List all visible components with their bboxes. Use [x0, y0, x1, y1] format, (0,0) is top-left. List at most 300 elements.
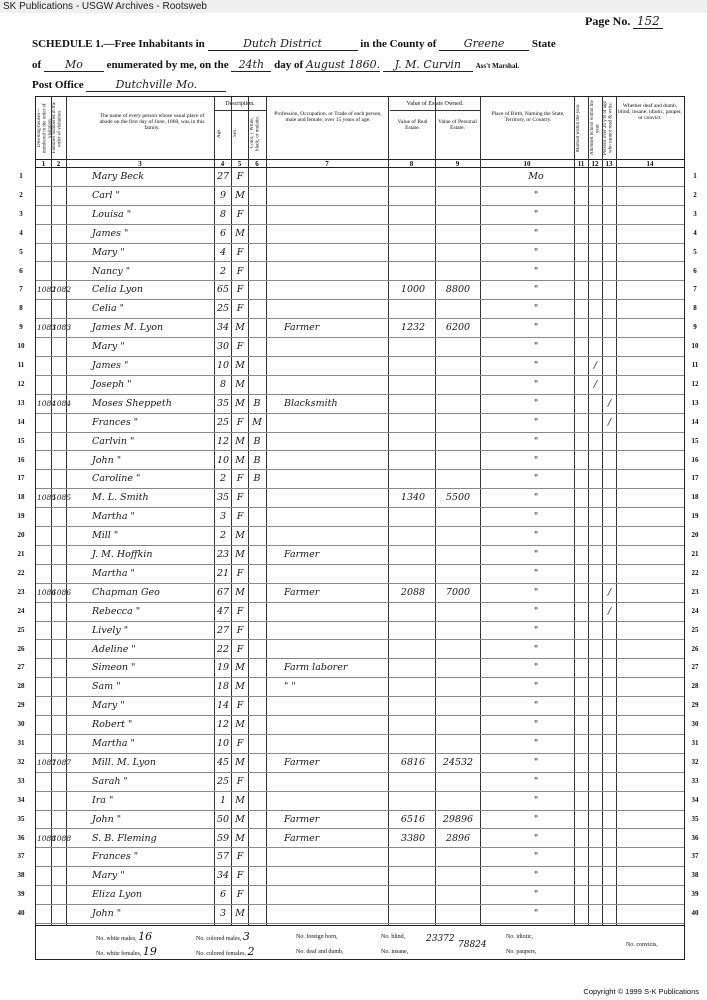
school-mark: /: [593, 360, 598, 371]
total-personal-value: 78824: [458, 940, 487, 950]
sex-value: F: [236, 492, 244, 504]
county-label: in the County of: [360, 38, 437, 50]
family-number: [52, 622, 66, 641]
cannot-read-mark: [603, 168, 616, 187]
sex-value: M: [235, 756, 245, 768]
person-name: J. M. Hoffkin: [92, 549, 153, 560]
deaf-dumb: No. deaf and dumb,: [296, 949, 344, 955]
cannot-read-mark: [603, 357, 616, 376]
row-number-right: 14: [691, 417, 699, 426]
school-mark: [589, 905, 602, 924]
sex-value: M: [235, 378, 245, 390]
dwelling-number: [37, 357, 51, 376]
table-row: [36, 319, 684, 338]
family-number: [52, 867, 66, 886]
table-row: [36, 244, 684, 263]
person-name: Mary ": [92, 341, 125, 353]
person-name: S. B. Fleming: [92, 832, 157, 844]
married-mark: [575, 603, 588, 622]
family-number: [52, 263, 66, 282]
color-value: [249, 300, 265, 319]
dwelling-number: [37, 811, 51, 830]
dwelling-number: [37, 187, 51, 206]
personal-estate-value: [437, 263, 479, 282]
school-mark: [589, 281, 602, 300]
occupation-value: Farmer: [284, 586, 320, 598]
personal-estate-value: [437, 546, 479, 565]
district-value: Dutch District: [208, 37, 358, 51]
day-label: day of: [274, 59, 304, 71]
personal-estate-value: [437, 641, 479, 660]
personal-estate-value: 2896: [445, 832, 471, 844]
row-number-right: 8: [693, 304, 697, 313]
column-number-8: 8: [388, 159, 435, 168]
dwelling-number: 1085: [37, 493, 57, 503]
school-mark: [589, 622, 602, 641]
married-mark: [575, 811, 588, 830]
row-number-left: 37: [17, 852, 25, 861]
row-number-right: 37: [691, 852, 699, 861]
total-real-estate: [426, 934, 455, 944]
occupation-value: [284, 244, 388, 263]
col-header-5: Sex.: [233, 128, 238, 138]
row-number-right: 35: [691, 814, 699, 823]
person-name: Nancy ": [92, 265, 131, 277]
birthplace-value: ": [533, 341, 539, 353]
table-row: [36, 773, 684, 792]
dwelling-number: 1086: [37, 587, 57, 597]
color-value: B: [253, 454, 261, 466]
occupation-value: Farmer: [284, 549, 320, 560]
age-value: 4: [219, 246, 227, 258]
birthplace-value: ": [533, 567, 539, 579]
row-number-left: 35: [17, 814, 25, 823]
age-value: 25: [216, 416, 230, 428]
occupation-value: [284, 414, 388, 433]
birthplace-value: ": [533, 832, 539, 844]
dwelling-number: [37, 470, 51, 489]
sex-value: M: [235, 435, 245, 447]
personal-estate-value: [437, 848, 479, 867]
table-row: [36, 206, 684, 225]
row-number-right: 26: [691, 644, 699, 653]
occupation-value: [284, 697, 388, 716]
row-number-left: 32: [17, 757, 25, 766]
colored-females: [196, 945, 254, 958]
occupation-value: [284, 470, 388, 489]
school-mark: [589, 546, 602, 565]
table-row: [36, 357, 684, 376]
birthplace-value: ": [533, 530, 539, 542]
row-number-left: 3: [19, 209, 23, 218]
dwelling-number: [37, 244, 51, 263]
personal-estate-value: [437, 414, 479, 433]
age-value: 35: [216, 397, 230, 409]
birthplace-value: ": [533, 662, 539, 674]
birthplace-value: ": [533, 246, 539, 258]
cannot-read-mark: [603, 338, 616, 357]
school-mark: [589, 754, 602, 773]
month-year-value: August 1860.: [305, 58, 381, 71]
real-estate-value: [392, 452, 434, 471]
married-mark: [575, 338, 588, 357]
table-row: [36, 811, 684, 830]
birthplace-value: ": [533, 208, 539, 220]
birthplace-value: ": [533, 870, 539, 882]
foreign-born: No. foreign born,: [296, 934, 338, 940]
color-value: B: [253, 435, 261, 447]
person-name: Louisa ": [92, 208, 132, 220]
column-number-9: 9: [435, 159, 480, 168]
cannot-read-mark: /: [607, 416, 612, 428]
birthplace-value: ": [533, 908, 539, 920]
color-value: [249, 584, 265, 603]
sex-value: F: [236, 208, 244, 220]
school-mark: [589, 603, 602, 622]
dwelling-number: [37, 603, 51, 622]
family-number: [52, 565, 66, 584]
column-number-11: 11: [574, 159, 588, 168]
col-header-6: Color, { White, black, or mulatto.: [250, 115, 261, 151]
table-row: [36, 584, 684, 603]
col-header-estate: Value of Estate Owned.: [406, 101, 464, 107]
sex-value: F: [236, 246, 244, 258]
sex-value: M: [235, 586, 245, 598]
school-mark: [589, 244, 602, 263]
person-name: Mary ": [92, 700, 125, 712]
real-estate-value: [392, 470, 434, 489]
family-number: [52, 338, 66, 357]
school-mark: [589, 508, 602, 527]
row-number-left: 19: [17, 512, 25, 521]
real-estate-value: [392, 697, 434, 716]
school-mark: [589, 773, 602, 792]
white-males: [96, 930, 152, 943]
column-number-13: 13: [602, 159, 616, 168]
cannot-read-mark: [603, 773, 616, 792]
sex-value: F: [236, 567, 244, 579]
source-bar: SK Publications - USGW Archives - Rootsweb: [0, 0, 707, 13]
table-row: [36, 470, 684, 489]
color-value: [249, 319, 265, 338]
married-mark: [575, 622, 588, 641]
colored-males-label: No. colored males,: [196, 936, 242, 942]
married-mark: [575, 792, 588, 811]
school-mark: [589, 716, 602, 735]
birthplace-value: ": [533, 227, 539, 239]
married-mark: [575, 319, 588, 338]
real-estate-value: [392, 206, 434, 225]
colored-males-value: 3: [242, 930, 250, 943]
row-number-left: 2: [19, 190, 23, 199]
personal-estate-value: [437, 376, 479, 395]
married-mark: [575, 187, 588, 206]
birthplace-value: ": [533, 454, 539, 466]
row-number-right: 1: [693, 172, 697, 180]
sex-value: F: [236, 738, 244, 749]
cannot-read-mark: [603, 376, 616, 395]
table-row: [36, 300, 684, 319]
personal-estate-value: 7000: [445, 586, 471, 598]
color-value: [249, 848, 265, 867]
row-number-right: 36: [691, 833, 699, 842]
person-name: Eliza Lyon: [92, 889, 143, 901]
cannot-read-mark: [603, 206, 616, 225]
age-value: 34: [216, 322, 230, 334]
sex-value: M: [235, 530, 245, 542]
cannot-read-mark: [603, 508, 616, 527]
color-value: [249, 754, 265, 773]
state-value: Mo: [44, 58, 104, 72]
row-number-left: 25: [17, 625, 25, 634]
age-value: 10: [216, 360, 230, 371]
row-number-left: 22: [17, 568, 25, 577]
col-header-1: Dwelling-houses—numbered in the order of visitation.: [37, 103, 53, 153]
age-value: 8: [219, 378, 227, 390]
personal-estate-value: [437, 470, 479, 489]
age-value: 34: [216, 870, 230, 882]
birthplace-value: ": [533, 624, 539, 636]
birthplace-value: ": [533, 756, 539, 768]
table-row: [36, 489, 684, 508]
occupation-value: [284, 263, 388, 282]
occupation-value: [284, 168, 388, 187]
real-estate-value: [392, 641, 434, 660]
table-row: [36, 168, 684, 187]
family-number: [52, 376, 66, 395]
color-value: [249, 886, 265, 905]
sex-value: F: [236, 870, 244, 882]
col-header-10: Place of Birth, Naming the State, Territory, or Country.: [491, 111, 565, 124]
family-number: [52, 659, 66, 678]
person-name: Mary Beck: [92, 171, 144, 182]
person-name: Chapman Geo: [92, 586, 160, 598]
col-header-9: Value of Personal Estate.: [438, 119, 477, 132]
row-number-left: 31: [17, 739, 25, 747]
occupation-value: [284, 905, 388, 924]
color-value: [249, 527, 265, 546]
table-row: [36, 546, 684, 565]
birthplace-value: ": [533, 586, 539, 598]
school-mark: [589, 565, 602, 584]
row-number-left: 5: [19, 247, 23, 256]
age-value: 35: [216, 492, 230, 504]
school-mark: [589, 206, 602, 225]
personal-estate-value: [437, 206, 479, 225]
column-number-12: 12: [588, 159, 602, 168]
real-estate-value: [392, 508, 434, 527]
page-number-value: 152: [633, 14, 663, 29]
occupation-value: [284, 773, 388, 792]
row-number-left: 26: [17, 644, 25, 653]
colored-males: [196, 930, 250, 943]
paupers: No. paupers,: [506, 949, 537, 955]
person-name: Mill ": [92, 530, 119, 542]
row-number-right: 38: [691, 871, 699, 880]
birthplace-value: ": [533, 189, 539, 201]
person-name: John ": [92, 908, 122, 920]
row-number-right: 19: [691, 512, 699, 521]
sex-value: M: [235, 794, 245, 806]
married-mark: [575, 168, 588, 187]
age-value: 8: [219, 208, 227, 220]
sex-value: F: [236, 889, 244, 901]
cannot-read-mark: /: [607, 605, 612, 617]
family-number: [52, 546, 66, 565]
school-mark: [589, 452, 602, 471]
row-number-right: 32: [691, 757, 699, 766]
table-row: [36, 867, 684, 886]
occupation-value: [284, 376, 388, 395]
cannot-read-mark: [603, 867, 616, 886]
real-estate-value: [392, 433, 434, 452]
married-mark: [575, 452, 588, 471]
dwelling-number: [37, 168, 51, 187]
married-mark: [575, 546, 588, 565]
real-estate-value: [392, 565, 434, 584]
personal-estate-value: [437, 300, 479, 319]
age-value: 45: [216, 756, 230, 768]
dwelling-number: 1082: [37, 285, 57, 295]
personal-estate-value: [437, 773, 479, 792]
personal-estate-value: [437, 508, 479, 527]
table-row: [36, 622, 684, 641]
occupation-value: Farm laborer: [284, 662, 348, 674]
table-row: [36, 433, 684, 452]
school-mark: [589, 811, 602, 830]
color-value: [249, 489, 265, 508]
color-value: [249, 678, 265, 697]
row-number-right: 10: [691, 342, 699, 351]
color-value: [249, 244, 265, 263]
age-value: 21: [216, 567, 230, 579]
table-row: [36, 395, 684, 414]
family-number: [52, 225, 66, 244]
color-value: [249, 508, 265, 527]
age-value: 10: [216, 454, 230, 466]
sex-value: F: [236, 473, 244, 485]
birthplace-value: ": [533, 775, 539, 787]
dwelling-number: [37, 414, 51, 433]
age-value: 57: [216, 851, 230, 863]
row-number-right: 9: [693, 323, 697, 332]
row-number-right: 12: [691, 379, 699, 388]
school-mark: [589, 848, 602, 867]
row-number-right: 11: [691, 361, 699, 369]
census-footer: [35, 926, 685, 960]
cannot-read-mark: [603, 546, 616, 565]
personal-estate-value: [437, 697, 479, 716]
cannot-read-mark: [603, 225, 616, 244]
sex-value: F: [236, 624, 244, 636]
married-mark: [575, 206, 588, 225]
person-name: Lively ": [92, 624, 129, 636]
real-estate-value: 6816: [400, 756, 426, 768]
table-row: [36, 735, 684, 754]
dwelling-number: [37, 641, 51, 660]
row-number-right: 22: [691, 568, 699, 577]
person-name: James ": [92, 227, 129, 239]
person-name: Adeline ": [92, 643, 136, 655]
person-name: Frances ": [92, 416, 139, 428]
personal-estate-value: [437, 244, 479, 263]
table-row: [36, 792, 684, 811]
personal-estate-value: [437, 168, 479, 187]
color-value: [249, 830, 265, 849]
school-mark: [589, 489, 602, 508]
color-value: [249, 716, 265, 735]
age-value: 27: [216, 624, 230, 636]
real-estate-value: [392, 376, 434, 395]
cannot-read-mark: [603, 187, 616, 206]
birthplace-value: ": [533, 851, 539, 863]
birthplace-value: ": [533, 549, 539, 560]
row-number-right: 20: [691, 531, 699, 540]
family-number: 1087: [52, 757, 72, 767]
cannot-read-mark: /: [607, 397, 612, 409]
column-number-5: 5: [231, 159, 248, 168]
row-number-left: 20: [17, 531, 25, 540]
occupation-value: [284, 433, 388, 452]
cannot-read-mark: [603, 678, 616, 697]
school-mark: [589, 697, 602, 716]
birthplace-value: ": [533, 265, 539, 277]
table-row: [36, 697, 684, 716]
color-value: [249, 867, 265, 886]
cannot-read-mark: [603, 641, 616, 660]
occupation-value: [284, 603, 388, 622]
birthplace-value: ": [533, 813, 539, 825]
age-value: 12: [216, 435, 230, 447]
column-number-4: 4: [214, 159, 231, 168]
real-estate-value: [392, 735, 434, 754]
col-header-7: Profession, Occupation, or Trade of each person, male and female, over 15 years of age.: [274, 111, 382, 124]
school-mark: [589, 830, 602, 849]
personal-estate-value: 29896: [442, 813, 474, 825]
family-number: [52, 905, 66, 924]
birthplace-value: ": [533, 435, 539, 447]
color-value: [249, 376, 265, 395]
cannot-read-mark: [603, 565, 616, 584]
cannot-read-mark: [603, 433, 616, 452]
family-number: [52, 244, 66, 263]
personal-estate-value: 6200: [445, 322, 471, 334]
real-estate-value: [392, 603, 434, 622]
row-number-right: 30: [691, 720, 699, 729]
personal-estate-value: [437, 678, 479, 697]
row-number-left: 36: [17, 833, 25, 842]
personal-estate-value: [437, 622, 479, 641]
married-mark: [575, 508, 588, 527]
occupation-value: [284, 565, 388, 584]
person-name: John ": [92, 454, 122, 466]
white-females-label: No. white females,: [96, 951, 142, 957]
idiotic: No. idiotic,: [506, 934, 534, 940]
real-estate-value: 1340: [400, 492, 426, 504]
row-number-right: 5: [693, 247, 697, 256]
column-number-2: 2: [51, 159, 66, 168]
personal-estate-value: [437, 886, 479, 905]
row-number-right: 15: [691, 436, 699, 445]
white-males-label: No. white males,: [96, 936, 137, 942]
table-row: [36, 754, 684, 773]
table-row: [36, 338, 684, 357]
personal-estate-value: [437, 433, 479, 452]
married-mark: [575, 357, 588, 376]
dwelling-number: [37, 659, 51, 678]
dwelling-number: [37, 338, 51, 357]
school-mark: [589, 792, 602, 811]
